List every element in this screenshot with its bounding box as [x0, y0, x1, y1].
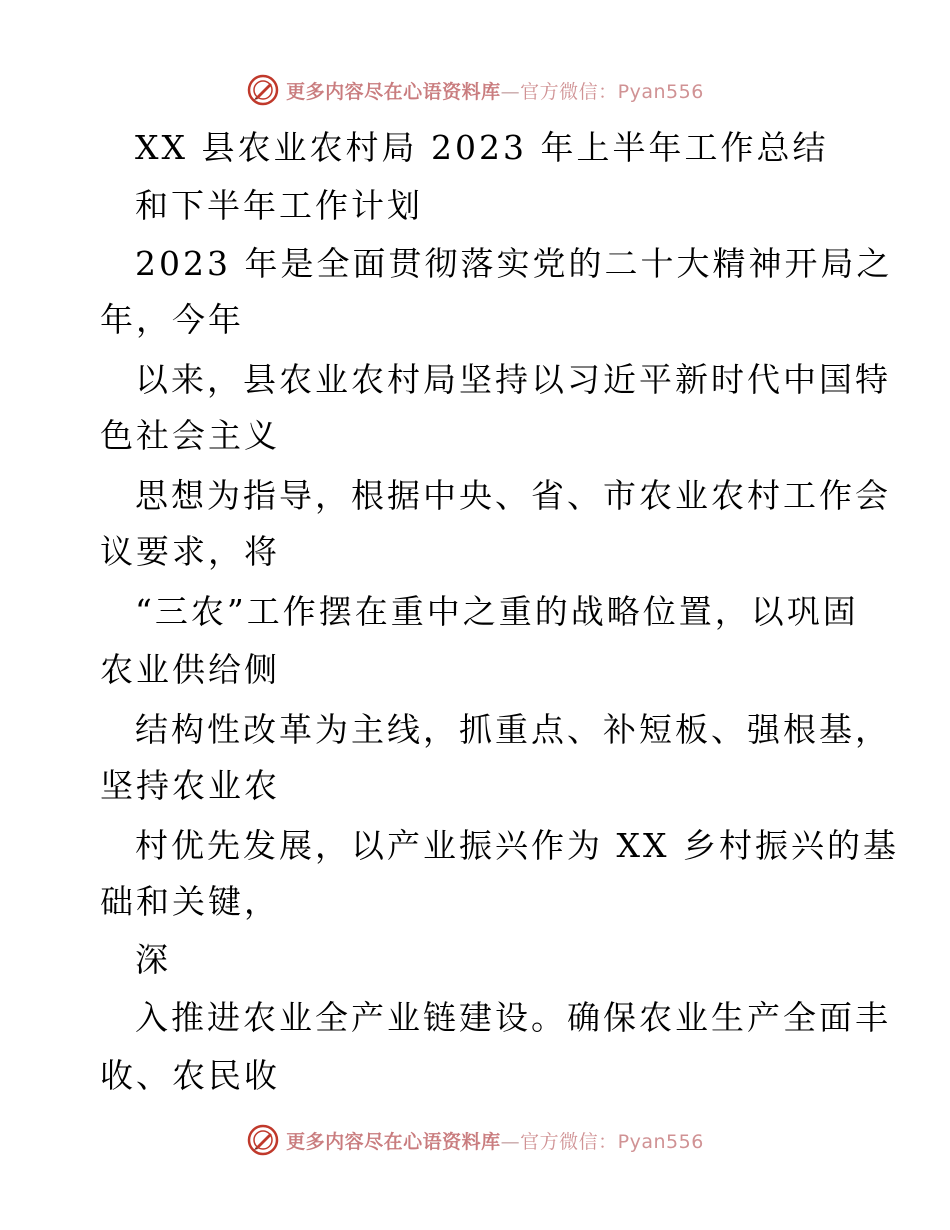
paragraph-line: 以来，县农业农村局坚持以习近平新时代中国特: [135, 360, 891, 399]
paragraph-line: 结构性改革为主线，抓重点、补短板、强根基，: [135, 710, 891, 749]
paragraph-line: 农业供给侧: [100, 650, 280, 689]
watermark-main: 更多内容尽在心语资料库: [286, 1130, 501, 1153]
paragraph-line: 深: [135, 940, 171, 979]
watermark-group: [246, 1123, 704, 1157]
pen-logo-icon: [246, 1123, 280, 1157]
paragraph-line: 收、农民收: [100, 1056, 280, 1095]
watermark-group: [246, 73, 704, 107]
watermark-text: [286, 1127, 704, 1154]
footer-watermark: [0, 1120, 950, 1160]
paragraph-line: 色社会主义: [100, 416, 280, 455]
paragraph-line: 坚持农业农: [100, 766, 280, 805]
header-watermark: [0, 70, 950, 110]
paragraph-line: 础和关键，: [100, 882, 280, 921]
pen-logo-icon: [246, 73, 280, 107]
watermark-contact: 官方微信：Pyan556: [520, 1130, 704, 1153]
paragraph-line: 议要求，将: [100, 532, 280, 571]
paragraph-line: 入推进农业全产业链建设。确保农业生产全面丰: [135, 998, 891, 1037]
watermark-separator: —: [500, 80, 521, 103]
watermark-main: 更多内容尽在心语资料库: [286, 80, 501, 103]
watermark-text: [286, 77, 704, 104]
document-title-line-1: XX 县农业农村局 2023 年上半年工作总结: [135, 128, 829, 167]
document-title-line-2: 和下半年工作计划: [135, 186, 423, 225]
watermark-separator: —: [500, 1130, 521, 1153]
watermark-contact: 官方微信：Pyan556: [520, 80, 704, 103]
paragraph-line: 思想为指导，根据中央、省、市农业农村工作会: [135, 476, 891, 515]
paragraph-line: 村优先发展，以产业振兴作为 XX 乡村振兴的基: [135, 826, 899, 865]
paragraph-line: “三农”工作摆在重中之重的战略位置，以巩固: [135, 592, 859, 631]
paragraph-line: 年，今年: [100, 300, 244, 339]
paragraph-line: 2023 年是全面贯彻落实党的二十大精神开局之: [135, 244, 893, 283]
